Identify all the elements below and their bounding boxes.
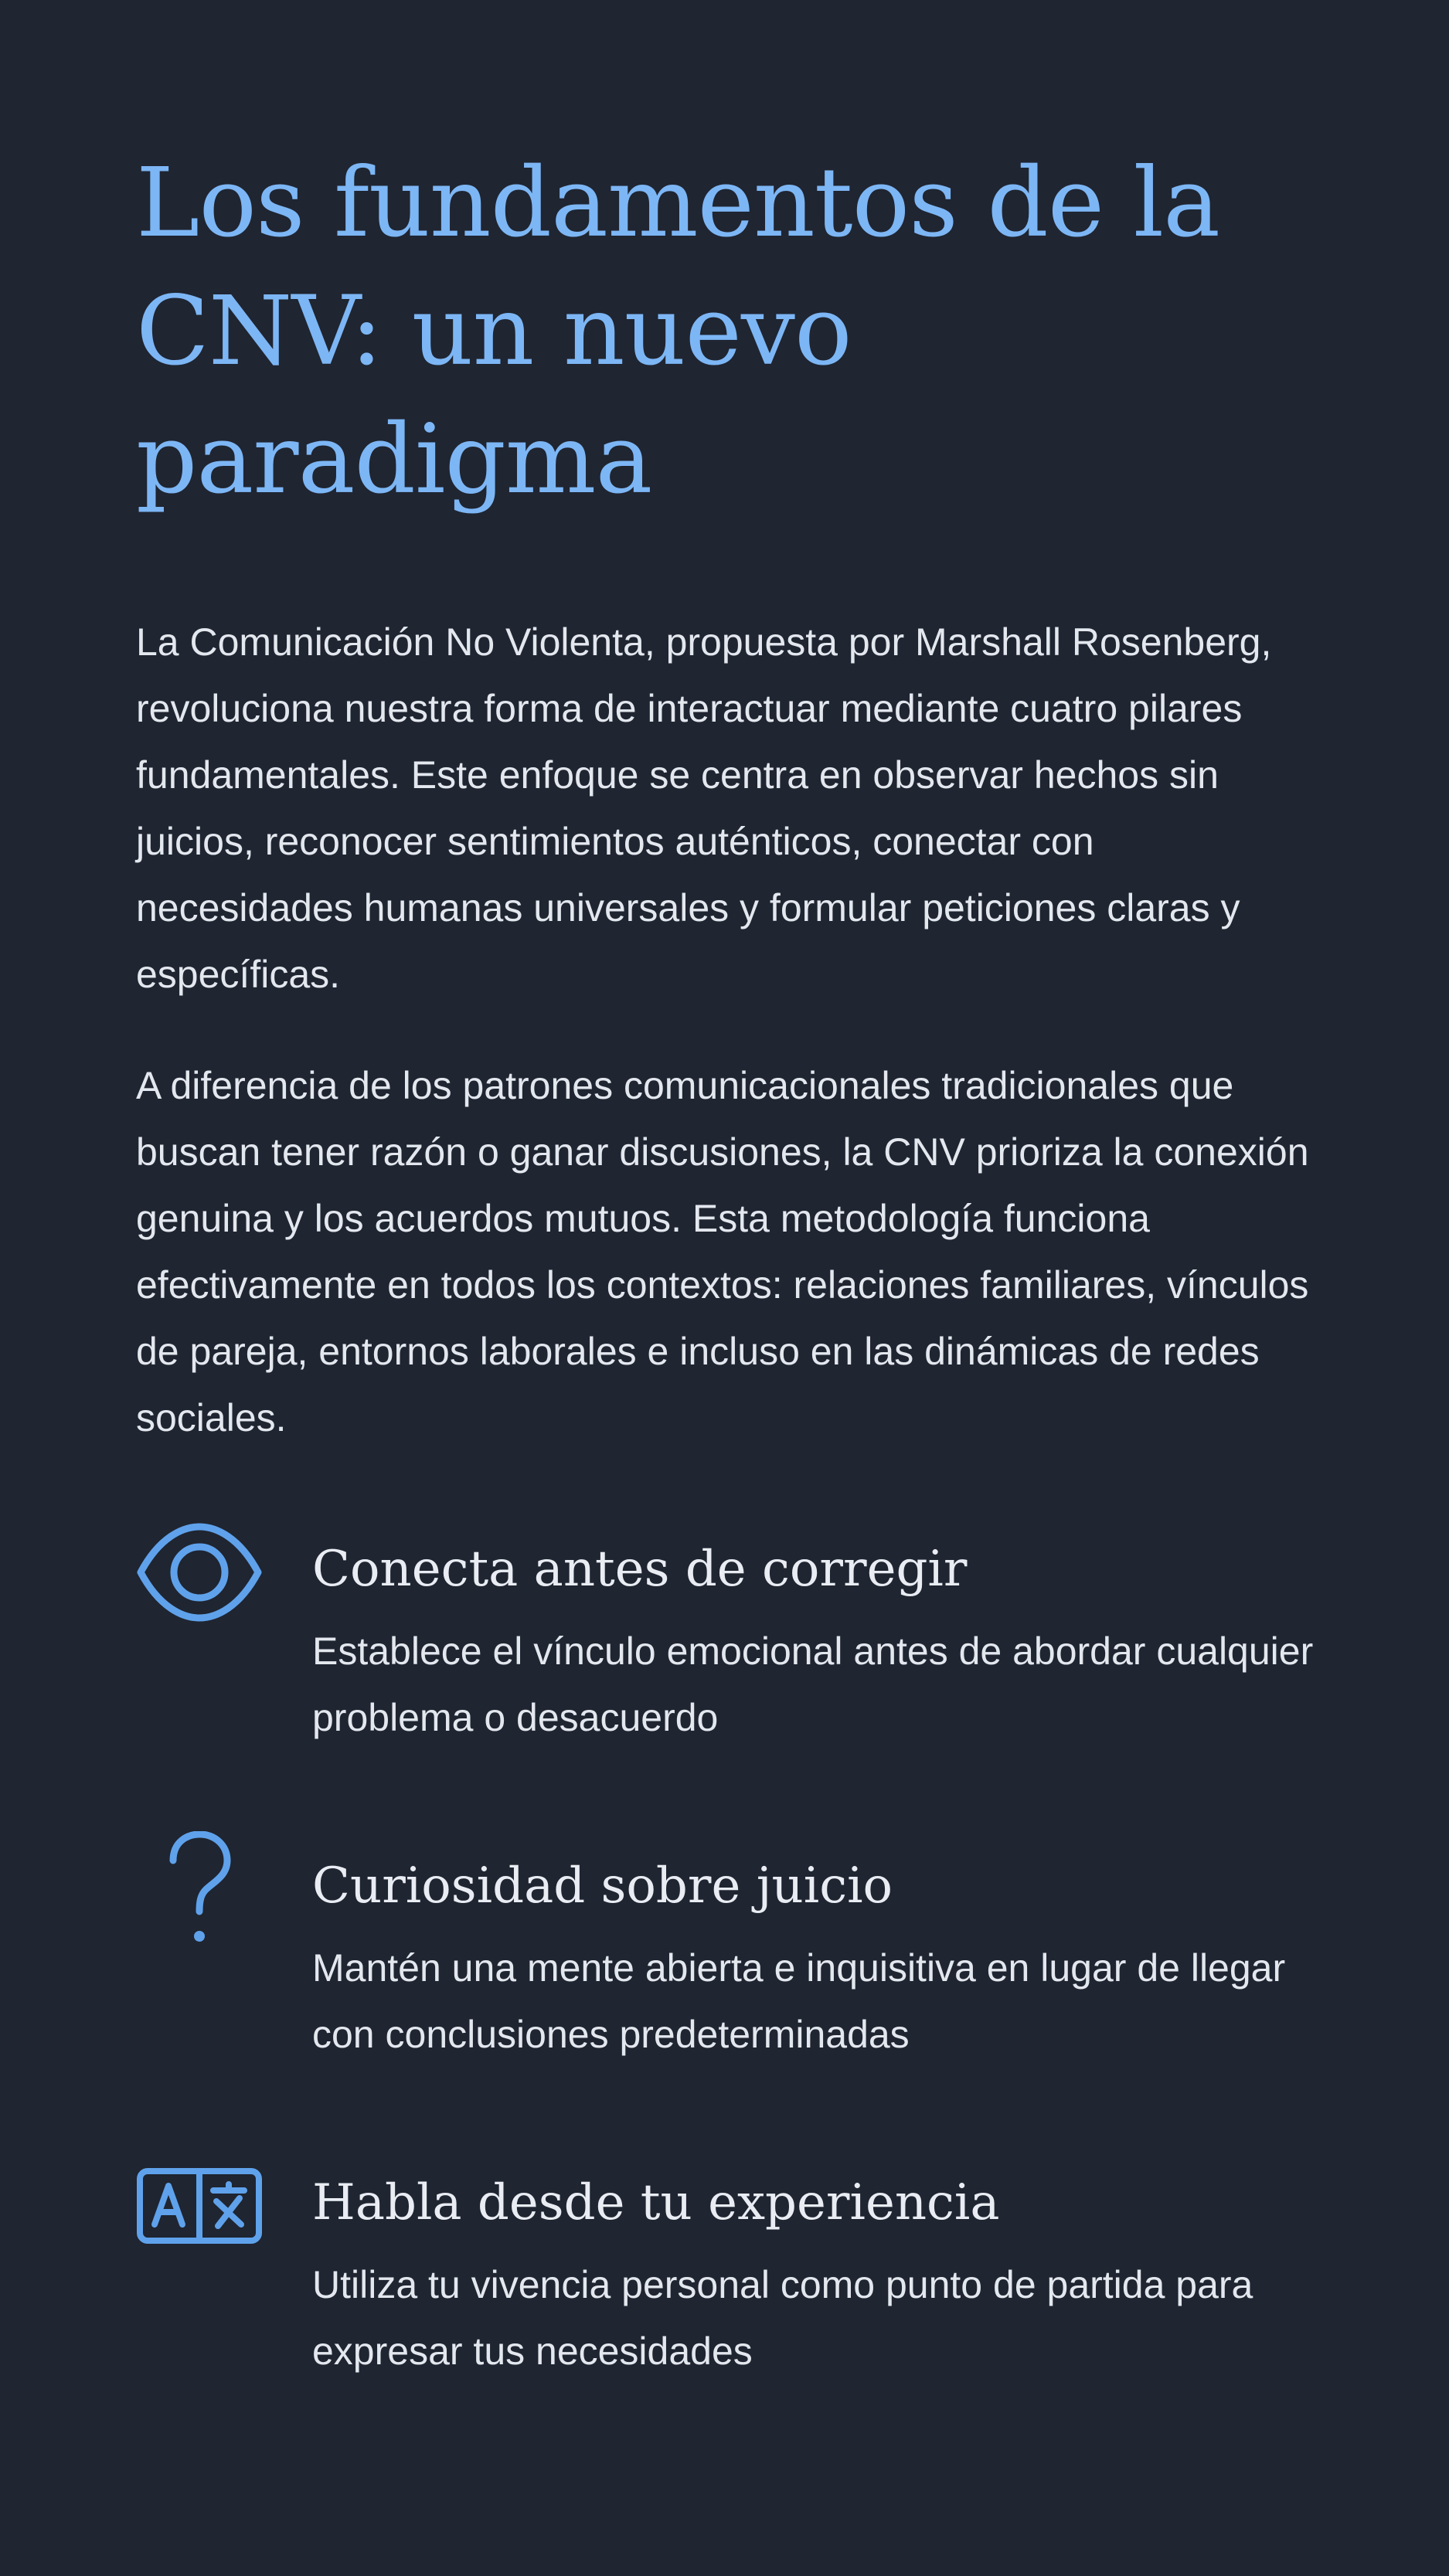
question-mark-icon: [136, 1839, 263, 1939]
feature-item: [136, 1839, 1318, 2068]
translate-icon: [136, 2156, 263, 2256]
article: [136, 139, 1318, 2384]
intro-paragraph: La Comunicación No Violenta, propuesta por Marshall Rosenberg, revoluciona nuestra forma de interactuar mediante cuatro pilares fundamentales. Este enfoque se centra en observar hechos sin juicios, reconocer sentimientos auténticos, conectar con necesidades humanas universales y formular peticiones claras y específicas.: [136, 620, 1272, 996]
feature-title: Curiosidad sobre juicio: [312, 1857, 893, 1915]
feature-description: Establece el vínculo emocional antes de abordar cualquier problema o desacuerdo: [312, 1630, 1314, 1739]
context-paragraph: A diferencia de los patrones comunicacionales tradicionales que buscan tener razón o ganar discusiones, la CNV prioriza la conexión genuina y los acuerdos mutuos. Esta metodología funciona efectivamente en todos los contextos: relaciones familiares, vínculos de pareja, entornos laborales e incluso en las dinámicas de redes sociales.: [136, 1064, 1309, 1439]
feature-description: Mantén una mente abierta e inquisitiva en lugar de llegar con conclusiones predeterminadas: [312, 1946, 1286, 2056]
feature-title: Conecta antes de corregir: [312, 1541, 968, 1598]
feature-item: [136, 1522, 1318, 1751]
feature-list: [136, 1522, 1318, 2384]
feature-item: [136, 2156, 1318, 2384]
page-title: Los fundamentos de la CNV: un nuevo paradigma: [136, 148, 1220, 515]
eye-icon: [136, 1522, 263, 1623]
feature-title: Habla desde tu experiencia: [312, 2174, 1000, 2231]
feature-description: Utiliza tu vivencia personal como punto de partida para expresar tus necesidades: [312, 2263, 1253, 2373]
